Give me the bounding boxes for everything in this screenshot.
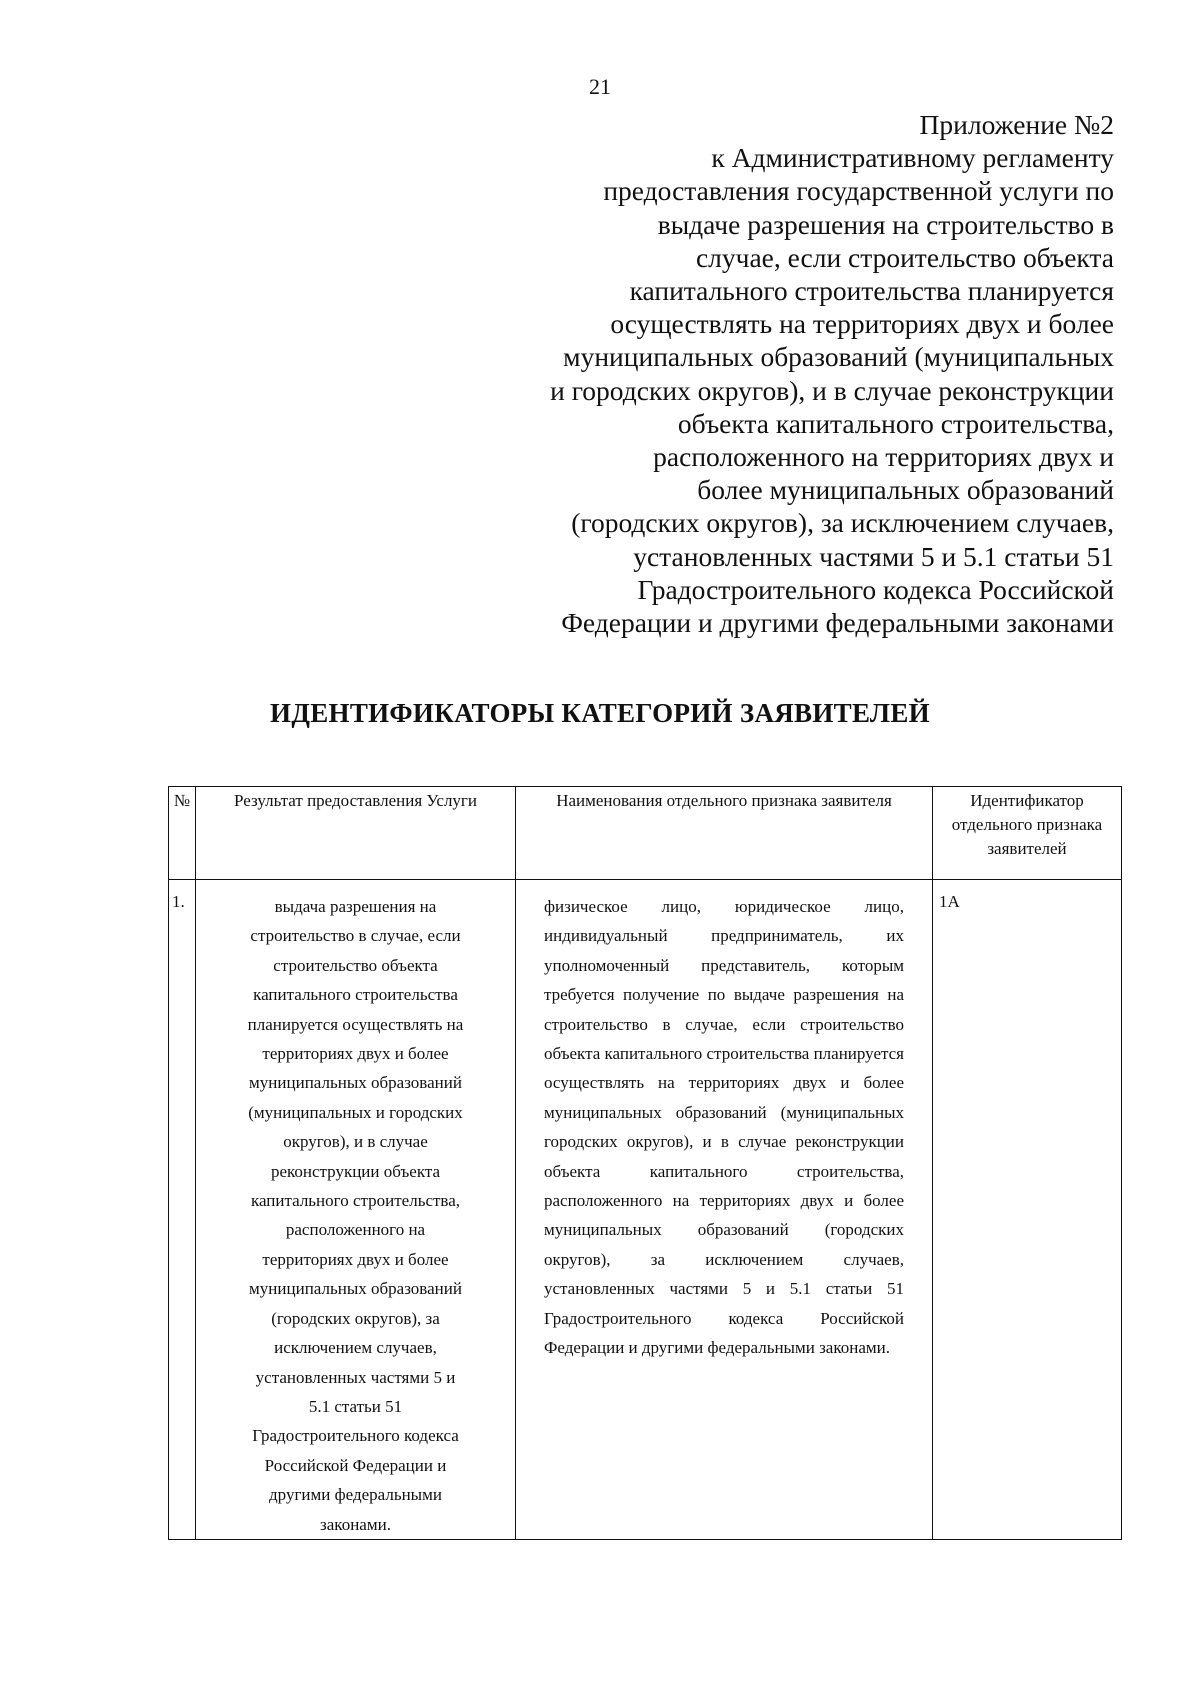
result-line: строительство в случае, если: [250, 926, 461, 946]
result-line: Российской Федерации и: [264, 1455, 447, 1475]
result-line: Градостроительного кодекса: [252, 1426, 459, 1446]
appendix-line: более муниципальных образований: [697, 474, 1114, 506]
header-feature: Наименования отдельного признака заявителя: [516, 787, 933, 880]
page-number: 21: [589, 74, 611, 99]
result-line: муниципальных образований: [249, 1073, 462, 1093]
result-line: реконструкции объекта: [270, 1161, 441, 1181]
result-line: муниципальных образований: [249, 1279, 462, 1299]
header-num: №: [169, 787, 196, 880]
result-line: выдача разрешения на: [274, 897, 437, 916]
result-line: (городских округов), за: [271, 1308, 440, 1328]
cell-identifier: 1А: [933, 880, 1122, 1540]
appendix-line: и городских округов), и в случае реконструкции: [550, 374, 1114, 406]
result-line: исключением случаев,: [274, 1338, 437, 1358]
result-line: округов), и в случае: [283, 1132, 428, 1152]
header-result: Результат предоставления Услуги: [196, 787, 516, 880]
cell-feature: физическое лицо, юридическое лицо, индивидуальный предприниматель, их уполномоченный представитель, которым требуется получение по выдаче разрешения на строительство в случае, если строительство объекта капитального строительства планируется осуществлять на территориях двух и более муниципальных образований (муниципальных городских округов), и в случае реконструкции объекта капитального строительства, расположенного на территориях двух и более муниципальных образований (городских округов), за исключением случаев, установленных частями 5 и 5.1 статьи 51 Градостроительного кодекса Российской Федерации и другими федеральными законами.: [516, 880, 933, 1540]
result-line: другими федеральными: [269, 1485, 442, 1505]
appendix-line: осуществлять на территориях двух и более: [610, 308, 1114, 340]
appendix-line: выдаче разрешения на строительство в: [657, 208, 1114, 240]
cell-num: 1.: [169, 880, 196, 1540]
appendix-line: Федерации и другими федеральными законами: [561, 607, 1114, 639]
result-line: законами.: [320, 1514, 391, 1534]
document-title: ИДЕНТИФИКАТОРЫ КАТЕГОРИЙ ЗАЯВИТЕЛЕЙ: [270, 698, 930, 728]
appendix-line: Приложение №2: [919, 109, 1114, 140]
result-line: 5.1 статьи 51: [308, 1396, 403, 1416]
result-line: территориях двух и более: [262, 1249, 449, 1269]
appendix-line: установленных частями 5 и 5.1 статьи 51: [633, 540, 1114, 572]
appendix-line: к Административному регламенту: [711, 142, 1114, 174]
result-line: расположенного на: [285, 1220, 426, 1240]
appendix-line: муниципальных образований (муниципальных: [563, 341, 1114, 373]
appendix-line: объекта капитального строительства,: [677, 407, 1114, 439]
applicant-categories-table: [168, 786, 1122, 1540]
appendix-line: Градостроительного кодекса Российской: [637, 573, 1114, 605]
result-line: капитального строительства: [253, 985, 458, 1005]
appendix-line: предоставления государственной услуги по: [603, 175, 1114, 207]
result-line: территориях двух и более: [262, 1044, 449, 1064]
table-header-row: [169, 787, 1122, 880]
cell-result: [196, 880, 516, 1540]
table-row: [169, 880, 1122, 1540]
result-line: (муниципальных и городских: [248, 1102, 463, 1122]
result-line: планируется осуществлять на: [247, 1014, 464, 1034]
header-identifier: Идентификатор отдельного признака заявителей: [933, 787, 1122, 880]
appendix-line: (городских округов), за исключением случаев,: [571, 507, 1114, 539]
appendix-line: капитального строительства планируется: [629, 275, 1114, 307]
result-line: установленных частями 5 и: [255, 1367, 456, 1387]
appendix-header: [474, 108, 1114, 639]
result-line: строительство объекта: [273, 955, 438, 975]
result-line: капитального строительства,: [250, 1191, 461, 1211]
appendix-line: расположенного на территориях двух и: [653, 441, 1114, 473]
appendix-line: случае, если строительство объекта: [695, 241, 1114, 273]
